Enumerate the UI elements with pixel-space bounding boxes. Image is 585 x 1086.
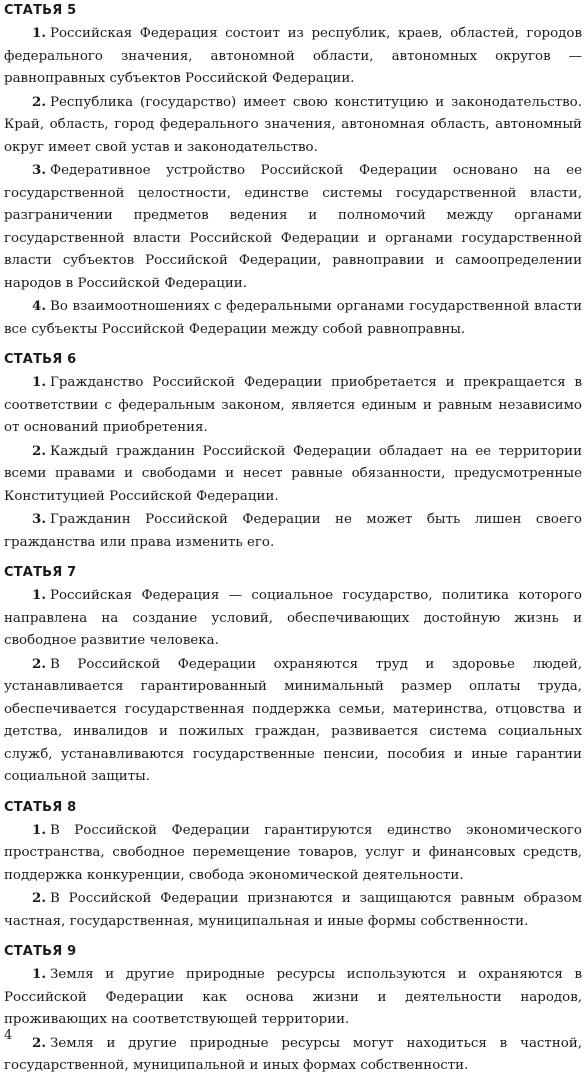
paragraph-number: 3. [32,511,46,527]
paragraph-number: 1. [32,374,46,390]
article-paragraph [4,440,582,509]
paragraph-text: Земля и другие природные ресурсы используются и охраняются в Российской Федерации как основа жизни и деятельности народов, проживающих на соответствующей территории. [4,967,582,1027]
article-paragraph [4,159,582,295]
article-title: СТАТЬЯ 6 [4,352,77,367]
paragraph-number: 1. [32,587,46,603]
article-paragraph [4,1032,582,1078]
paragraph-number: 4. [32,298,46,314]
paragraph-text: Гражданство Российской Федерации приобретается и прекращается в соответствии с федеральным законом, является единым и равным независимо от оснований приобретения. [4,375,582,435]
article-paragraph [4,887,582,933]
paragraph-text: Каждый гражданин Российской Федерации обладает на ее территории всеми правами и свободами и несет равные обязанности, предусмотренные Конституцией Российской Федерации. [4,443,582,504]
article-title: СТАТЬЯ 7 [4,565,77,580]
paragraph-number: 3. [32,162,46,178]
article-paragraph [4,963,582,1032]
article-9 [4,941,582,1078]
article-title: СТАТЬЯ 8 [4,799,77,815]
paragraph-text: Федеративное устройство Российской Федерации основано на ее государственной целостности, единстве системы государственной власти, разграничении предметов ведения и полномочий между органами государственной власти Российской Федерации и органами государственной власти субъектов Российской Федерации, равноправии и самоопределении народов в Российской Федерации. [4,163,582,291]
article-paragraph [4,91,582,160]
paragraph-text: Во взаимоотношениях с федеральными органами государственной власти все субъекты Российской Федерации между собой равноправны. [4,299,582,337]
article-paragraph [4,653,582,789]
paragraph-text: В Российской Федерации охраняются труд и здоровье людей, устанавливается гарантированный минимальный размер оплаты труда, обеспечивается государственная поддержка семьи, материнства, отцовства и детства, инвалидов и пожилых граждан, развивается система социальных служб, устанавливаются государственные пенсии, пособия и иные гарантии социальной защиты. [4,656,582,784]
article-paragraph [4,584,582,653]
paragraph-text: Республика (государство) имеет свою конституцию и законодательство. Край, область, город федерального значения, автономная область, автономный округ имеет свой устав и законодательство. [4,94,582,155]
article-5 [4,0,582,341]
paragraph-text: Российская Федерация — социальное государство, политика которого направлена на создание условий, обеспечивающих достойную жизнь и свободное развитие человека. [4,588,582,648]
article-title: СТАТЬЯ 5 [4,3,77,18]
paragraph-number: 1. [32,25,46,41]
article-title: СТАТЬЯ 9 [4,944,77,959]
document-page [4,0,582,1086]
paragraph-text: Земля и другие природные ресурсы могут находиться в частной, государственной, муниципальной и иных формах собственности. [4,1035,582,1073]
paragraph-text: Российская Федерация состоит из республик, краев, областей, городов федерального значения, автономной области, автономных округов — равноправных субъектов Российской Федерации. [4,26,582,86]
paragraph-number: 2. [32,93,46,110]
paragraph-number: 2. [32,1034,46,1051]
page-number: 4 [4,1028,13,1043]
paragraph-number: 2. [32,890,46,906]
article-8 [4,797,582,934]
paragraph-text: Гражданин Российской Федерации не может быть лишен своего гражданства или права изменить его. [4,512,582,550]
article-paragraph [4,371,582,440]
article-6 [4,349,582,554]
paragraph-number: 2. [32,442,46,459]
article-paragraph [4,508,582,554]
paragraph-number: 1. [32,966,46,982]
article-7 [4,562,582,789]
paragraph-number: 2. [32,655,46,672]
paragraph-number: 1. [32,821,46,838]
paragraph-text: В Российской Федерации гарантируются единство экономического пространства, свободное перемещение товаров, услуг и финансовых средств, поддержка конкуренции, свобода экономической деятельности. [4,822,582,883]
article-paragraph [4,295,582,341]
article-paragraph [4,819,582,888]
article-paragraph [4,22,582,91]
paragraph-text: В Российской Федерации признаются и защищаются равным образом частная, государственная, муниципальная и иные формы собственности. [4,891,582,929]
